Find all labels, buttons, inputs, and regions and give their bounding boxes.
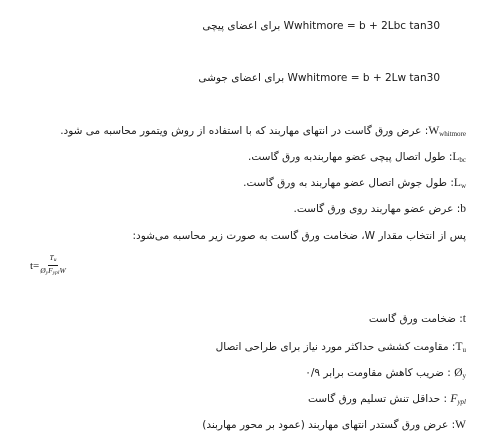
variable-w: W: عرض ورق گستدر انتهای مهاربند (عمود بر محور مهاربند) [202, 419, 466, 431]
definition-w-whitmore: $W_{whitmore}$: عرض ورق گاست در انتهای مهاربند که با استفاده از روش ویتمور محاسبه می شود. [60, 125, 466, 138]
variable-t: t: ضخامت ورق گاست [368, 313, 466, 325]
variable-tu: $T_u$: مقاومت کششی حداکثر مورد نیاز برای طراحی اتصال [215, 341, 466, 354]
variable-fypl: $F_{ypl}$ : حداقل تنش تسلیم ورق گاست [307, 393, 466, 406]
formula-bolted-math: Wwhitmore = b + 2Lbc tan30 [283, 20, 440, 32]
definition-b: b: عرض عضو مهاربند روی ورق گاست. [293, 203, 466, 215]
intro-sentence: پس از انتخاب مقدار W، ضخامت ورق گاست به صورت زیر محاسبه می‌شود: [132, 230, 466, 242]
formula-bolted [202, 20, 440, 32]
thickness-formula: t= $\frac{Tu}{\text{ØyFyplW}}$ [30, 253, 66, 276]
formula-welded-math: Wwhitmore = b + 2Lw tan30 [287, 72, 440, 84]
definition-l-bc: $L_{bc}$: طول اتصال پیچی عضو مهاربندبه ورق گاست. [248, 151, 466, 164]
formula-welded [198, 72, 440, 84]
definition-l-w: $L_w$: طول جوش اتصال عضو مهاربند به ورق گاست. [243, 177, 466, 190]
variable-phi-y: $Ø_y$ : ضریب کاهش مقاومت برابر ۰/۹ [305, 367, 466, 380]
formula-bolted-label: برای اعضای پیچی [202, 20, 281, 32]
formula-welded-label: برای اعضای جوشی [198, 72, 285, 84]
